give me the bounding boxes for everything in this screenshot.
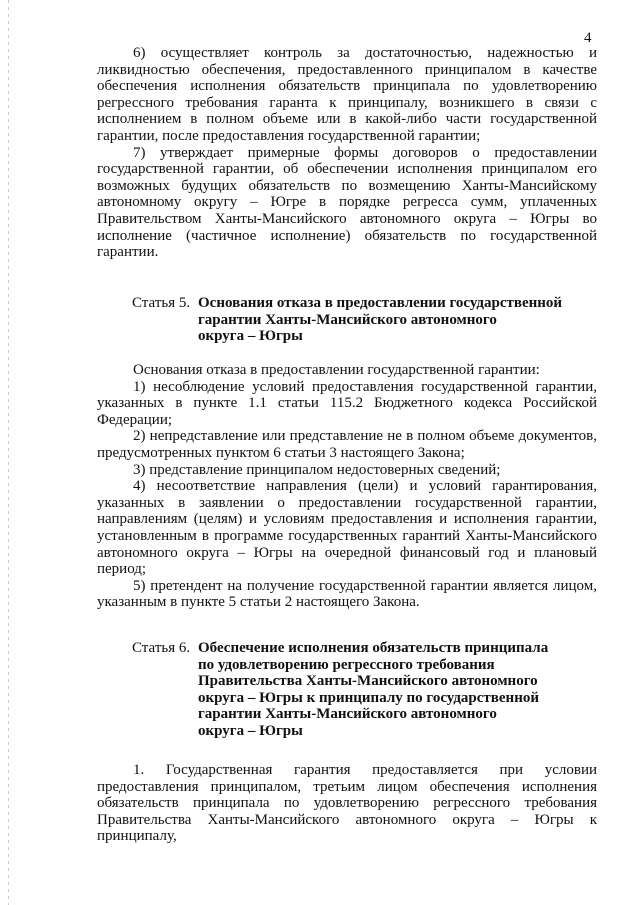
article-6-title-line: гарантии Ханты-Мансийского автономного <box>198 706 497 723</box>
scan-edge-mark <box>8 0 9 905</box>
article-5-title-line: гарантии Ханты-Мансийского автономного <box>198 311 497 328</box>
article-6-title-line: округа – Югры <box>198 722 303 739</box>
article-6-title-line: по удовлетворению регрессного требования <box>198 656 495 673</box>
article-6-heading <box>132 640 592 742</box>
paragraph-item-5: 5) претендент на получение государственной гарантии является лицом, указанным в пункте 5 статьи 2 настоящего Закона. <box>97 577 597 611</box>
paragraph-item-7: 7) утверждает примерные формы договоров о предоставлении государственной гарантии, об обеспечении исполнения принципалом его возможных будущих обязательств по возмещению Ханты-Мансийскому автономному округу – Югре в порядке регресса сумм, уплаченных Правительством Ханты-Мансийского автономного округа – Югры во исполнение (частичное исполнение) обязательств по государственной гарантии. <box>97 144 597 261</box>
article-6-title <box>198 640 548 740</box>
article-5-label: Статья 5. <box>132 295 191 311</box>
section-block-2 <box>97 362 597 611</box>
paragraph-item-3: 3) представление принципалом недостоверных сведений; <box>133 461 501 478</box>
section-block-1 <box>97 45 597 261</box>
article-6-title-line: Обеспечение исполнения обязательств принципала <box>198 640 549 656</box>
article-6-title-line: округа – Югры к принципалу по государственной <box>198 689 539 706</box>
paragraph-intro: Основания отказа в предоставлении государственной гарантии: <box>133 362 540 378</box>
article-5-title-line: округа – Югры <box>198 328 303 345</box>
paragraph-item-6: 6) осуществляет контроль за достаточностью, надежностью и ликвидностью обеспечения, предоставленного принципалом в качестве обеспечения исполнения обязательств принципала по удовлетворению регрессного требования гаранта к принципалу, возникшего в связи с исполнением в полном объеме или в какой-либо части государственной гарантии, после предоставления государственной гарантии; <box>97 45 597 144</box>
paragraph-item-2: 2) непредставление или представление не в полном объеме документов, предусмотренных пунктом 6 статьи 3 настоящего Закона; <box>97 428 597 461</box>
article-5-title-line: Основания отказа в предоставлении государственной <box>198 295 563 311</box>
paragraph-item-4: 4) несоответствие направления (цели) и условий гарантирования, указанных в заявлении о предоставлении государственной гарантии, направлениям (целям) и условиям предоставления и исполнения гарантии, установленным в программе государственных гарантий Ханты-Мансийского автономного округа – Югры на очередной финансовый год и плановый период; <box>97 478 597 578</box>
article-5-heading <box>132 295 592 347</box>
section-block-3 <box>97 762 597 845</box>
article-5-title <box>198 295 562 345</box>
article-6-title-line: Правительства Ханты-Мансийского автономного <box>198 673 538 690</box>
paragraph-item-1: 1) несоблюдение условий предоставления государственной гарантии, указанных в пункте 1.1 статьи 115.2 Бюджетного кодекса Российской Федерации; <box>97 378 597 428</box>
paragraph-point-1: 1. Государственная гарантия предоставляется при условии предоставления принципалом, третьим лицом обеспечения исполнения обязательств принципала по удовлетворению регрессного требования Правительства Ханты-Мансийского автономного округа – Югры к принципалу, <box>97 762 597 845</box>
article-6-label: Статья 6. <box>132 640 191 656</box>
page-number: 4 <box>584 30 592 46</box>
